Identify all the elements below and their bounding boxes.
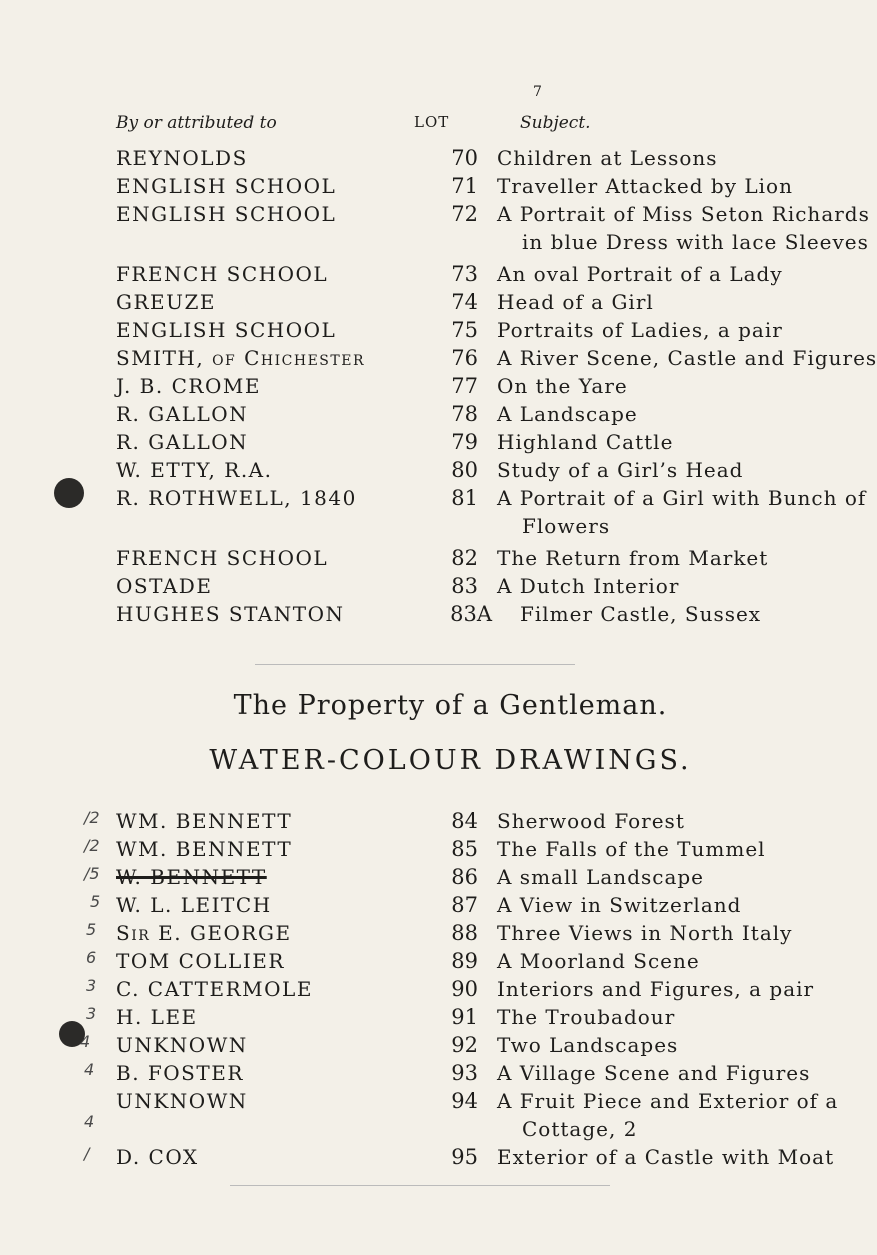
subject-continued: Flowers (522, 514, 611, 538)
pencil-annotation: /5 (84, 864, 100, 883)
lot-number: 81 (451, 486, 478, 510)
subject: A Portrait of a Girl with Bunch of (497, 486, 867, 510)
artist: Sir E. GEORGE (116, 921, 292, 945)
lot-number: 93 (451, 1061, 478, 1085)
artist: R. ROTHWELL, 1840 (116, 486, 357, 510)
divider (230, 1185, 610, 1186)
lot-number: 80 (451, 458, 478, 482)
artist: W. BENNETT (116, 865, 267, 889)
subject: The Falls of the Tummel (497, 837, 766, 861)
lot-row (0, 1061, 811, 1089)
header-subject: Subject. (520, 113, 591, 133)
artist: WM. BENNETT (116, 837, 293, 861)
lot-number: 85 (451, 837, 478, 861)
header-lot: LOT (414, 113, 450, 131)
artist: W. ETTY, R.A. (116, 458, 273, 482)
lot-number: 70 (451, 146, 478, 170)
lot-number: 82 (451, 546, 478, 570)
subject: Filmer Castle, Sussex (520, 602, 762, 626)
divider (255, 664, 575, 665)
artist: C. CATTERMOLE (116, 977, 313, 1001)
subject: Two Landscapes (497, 1033, 679, 1057)
pencil-annotation: 4 (84, 1060, 95, 1079)
lot-row (0, 977, 815, 1005)
lot-row (0, 486, 867, 538)
lot-row (0, 1033, 801, 1061)
artist: REYNOLDS (116, 146, 248, 170)
subject: A River Scene, Castle and Figures (497, 346, 877, 370)
lot-number: 76 (451, 346, 478, 370)
section-subheading: WATER-COLOUR DRAWINGS. (209, 745, 692, 776)
section-heading: The Property of a Gentleman. (233, 690, 668, 721)
subject: Head of a Girl (497, 290, 654, 314)
lot-row (0, 865, 801, 893)
artist: R. GALLON (116, 402, 249, 426)
artist: B. FOSTER (116, 1061, 244, 1085)
artist: W. L. LEITCH (116, 893, 272, 917)
artist: TOM COLLIER (116, 949, 285, 973)
lot-row (0, 346, 877, 374)
lot-number: 89 (451, 949, 478, 973)
artist: UNKNOWN (116, 1033, 248, 1057)
subject: Three Views in North Italy (497, 921, 793, 945)
pencil-annotation: /2 (84, 836, 100, 855)
artist: J. B. CROME (116, 374, 261, 398)
artist: SMITH, of Chichester (116, 346, 365, 370)
lot-number: 73 (451, 262, 478, 286)
lot-number: 92 (451, 1033, 478, 1057)
lot-row (0, 921, 801, 949)
lot-number: 91 (451, 1005, 478, 1029)
lot-row (0, 430, 801, 458)
subject: A Moorland Scene (497, 949, 700, 973)
subject: A Dutch Interior (497, 574, 680, 598)
lot-number: 95 (451, 1145, 478, 1169)
lot-number: 77 (451, 374, 478, 398)
subject: A small Landscape (497, 865, 705, 889)
subject: A Village Scene and Figures (497, 1061, 811, 1085)
subject: Sherwood Forest (497, 809, 685, 833)
lot-row (0, 574, 801, 602)
subject: The Return from Market (497, 546, 769, 570)
artist: OSTADE (116, 574, 213, 598)
subject: An oval Portrait of a Lady (497, 262, 783, 286)
lot-number: 88 (451, 921, 478, 945)
lot-number: 84 (451, 809, 478, 833)
lot-row (0, 809, 801, 837)
lot-row (0, 893, 801, 921)
lot-row (0, 202, 870, 254)
lot-row (0, 1089, 839, 1141)
header-attributed: By or attributed to (116, 113, 277, 133)
subject: Highland Cattle (497, 430, 674, 454)
pencil-annotation: 5 (90, 892, 101, 911)
pencil-annotation: 3 (86, 1004, 97, 1023)
lot-number: 74 (451, 290, 478, 314)
subject: Portraits of Ladies, a pair (497, 318, 783, 342)
page-number: 7 (533, 84, 542, 100)
subject: A View in Switzerland (497, 893, 742, 917)
artist: H. LEE (116, 1005, 198, 1029)
subject: Exterior of a Castle with Moat (497, 1145, 835, 1169)
lot-number: 94 (451, 1089, 478, 1113)
artist: FRENCH SCHOOL (116, 546, 329, 570)
lot-row (0, 318, 801, 346)
pencil-annotation: 3 (86, 976, 97, 995)
artist: UNKNOWN (116, 1089, 248, 1113)
artist: HUGHES STANTON (116, 602, 345, 626)
lot-number: 78 (451, 402, 478, 426)
lot-number: 75 (451, 318, 478, 342)
subject-continued: Cottage, 2 (522, 1117, 638, 1141)
lot-row (0, 402, 801, 430)
subject: Study of a Girl’s Head (497, 458, 744, 482)
subject: A Landscape (497, 402, 638, 426)
lot-number: 71 (451, 174, 478, 198)
artist: FRENCH SCHOOL (116, 262, 329, 286)
pencil-annotation: /2 (84, 808, 100, 827)
lot-number: 90 (451, 977, 478, 1001)
lot-number: 86 (451, 865, 478, 889)
pencil-annotation: / (84, 1144, 90, 1163)
artist: ENGLISH SCHOOL (116, 202, 337, 226)
subject: Children at Lessons (497, 146, 718, 170)
subject: A Fruit Piece and Exterior of a (497, 1089, 839, 1113)
lot-number: 83A (450, 602, 492, 626)
lot-number: 87 (451, 893, 478, 917)
lot-row (0, 262, 801, 290)
lot-row (0, 174, 801, 202)
pencil-annotation: 6 (86, 948, 97, 967)
subject: On the Yare (497, 374, 628, 398)
artist: GREUZE (116, 290, 216, 314)
lot-row (0, 602, 801, 630)
subject-continued: in blue Dress with lace Sleeves (522, 230, 869, 254)
lot-row (0, 1005, 801, 1033)
lot-number: 83 (451, 574, 478, 598)
pencil-annotation: 5 (86, 920, 97, 939)
artist: ENGLISH SCHOOL (116, 174, 337, 198)
lot-number: 79 (451, 430, 478, 454)
artist: ENGLISH SCHOOL (116, 318, 337, 342)
lot-number: 72 (451, 202, 478, 226)
lot-row (0, 1145, 835, 1173)
subject: Interiors and Figures, a pair (497, 977, 815, 1001)
lot-row (0, 290, 801, 318)
lot-row (0, 146, 801, 174)
subject: The Troubadour (497, 1005, 676, 1029)
lot-row (0, 374, 801, 402)
lot-row (0, 949, 801, 977)
pencil-annotation: 4 (84, 1112, 95, 1131)
pencil-annotation: 4 (80, 1032, 91, 1051)
subject: Traveller Attacked by Lion (497, 174, 793, 198)
artist: D. COX (116, 1145, 199, 1169)
artist: R. GALLON (116, 430, 249, 454)
subject: A Portrait of Miss Seton Richards (497, 202, 870, 226)
lot-row (0, 458, 801, 486)
artist: WM. BENNETT (116, 809, 293, 833)
lot-row (0, 546, 801, 574)
lot-row (0, 837, 801, 865)
